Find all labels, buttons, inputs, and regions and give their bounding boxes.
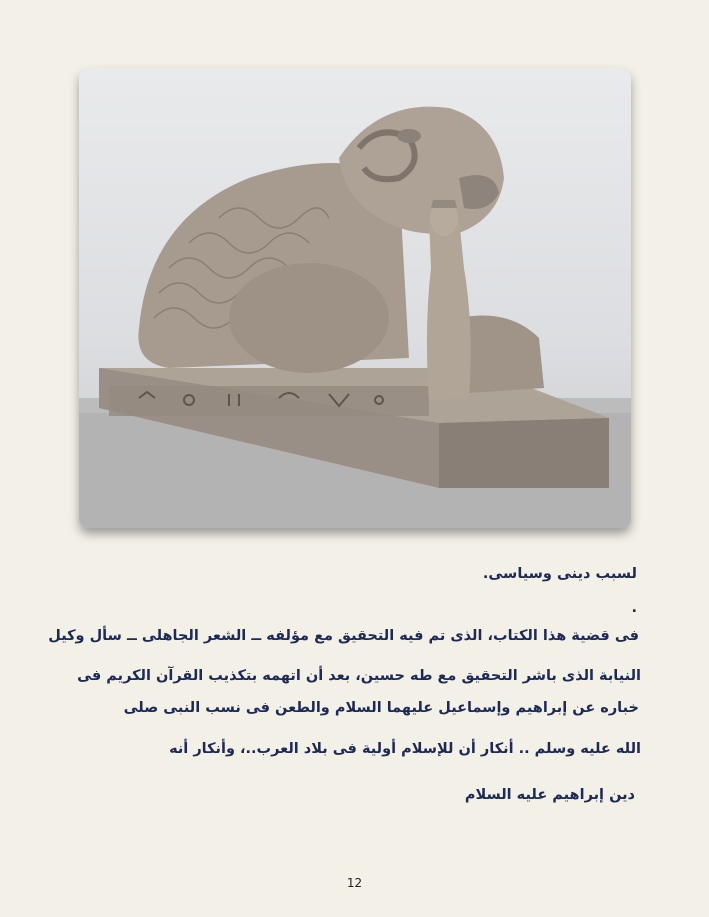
body-line-4: النيابة الذى باشر التحقيق مع طه حسين، بعد أن اتهمه بتكذيب القرآن الكريم فى <box>77 668 641 684</box>
body-line-3: فى قضية هذا الكتاب، الذى تم فيه التحقيق مع مؤلفه ــ الشعر الجاهلى ــ سأل وكيل <box>48 628 639 644</box>
page-number: 12 <box>346 876 363 890</box>
body-line-7: دين إبراهيم عليه السلام <box>464 787 635 803</box>
body-line-5: خباره عن إبراهيم وإسماعيل عليهما السلام والطعن فى نسب النبى صلى <box>123 700 639 716</box>
ram-sphinx-statue-image <box>79 68 631 528</box>
body-line-2: . <box>631 600 637 616</box>
body-line-6: الله عليه وسلم .. أنكار أن للإسلام أولية فى بلاد العرب..، وأنكار أنه <box>169 741 641 757</box>
ram-sphinx-statue-icon <box>79 68 631 528</box>
body-line-1: لسبب دينى وسياسى. <box>482 566 637 582</box>
